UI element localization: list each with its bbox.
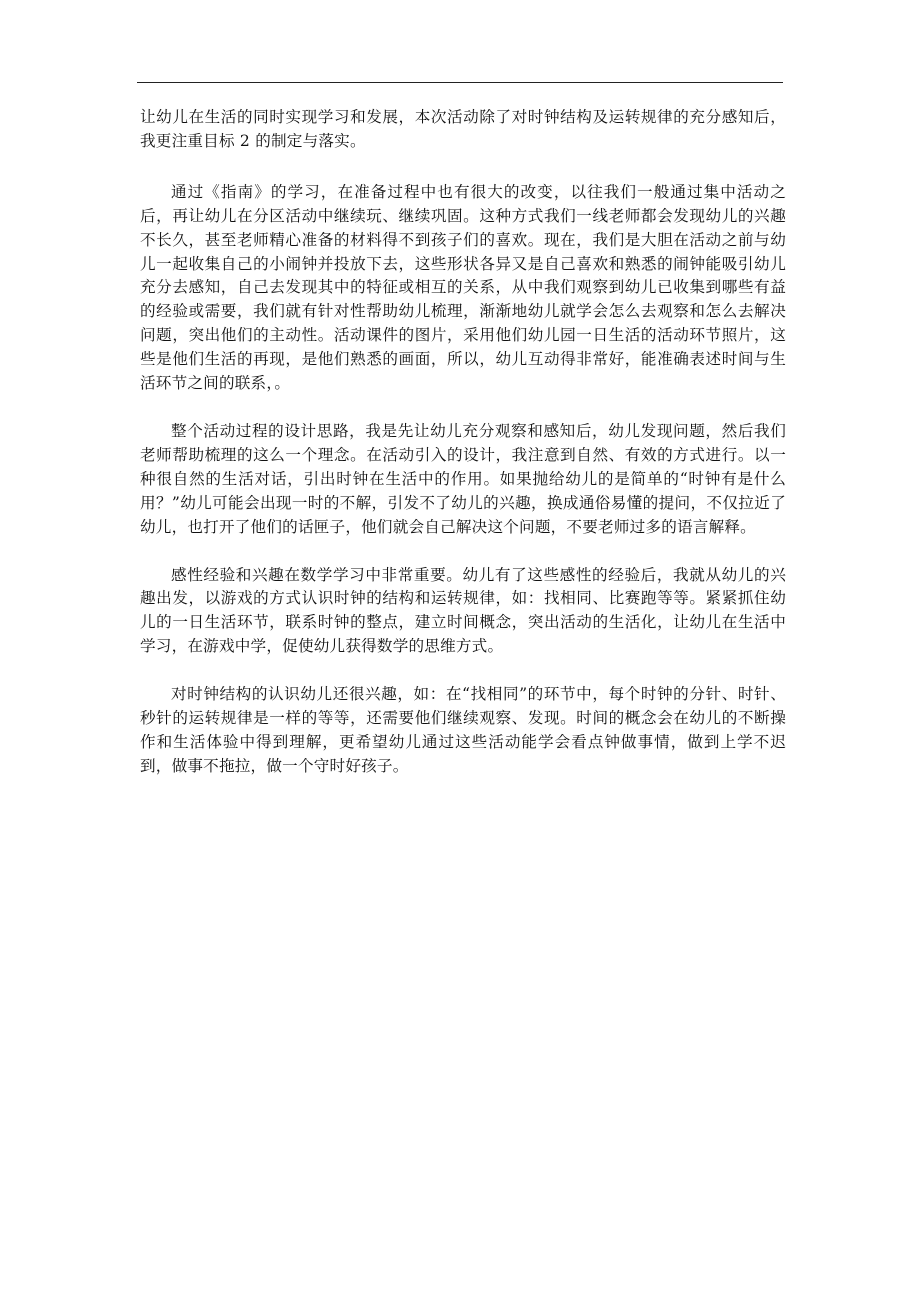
paragraph-1: 让幼儿在生活的同时实现学习和发展，本次活动除了对时钟结构及运转规律的充分感知后，我更注重目标 2 的制定与落实。	[140, 108, 786, 150]
paragraph-4: 感性经验和兴趣在数学学习中非常重要。幼儿有了这些感性的经验后，我就从幼儿的兴趣出发，以游戏的方式认识时钟的结构和运转规律，如：找相同、比赛跑等等。紧紧抓住幼儿的一日生活环节，联系时钟的整点，建立时间概念，突出活动的生活化，让幼儿在生活中学习，在游戏中学，促使幼儿获得数学的思维方式。	[140, 565, 786, 656]
header-rule	[137, 82, 783, 83]
paragraph-3: 整个活动过程的设计思路，我是先让幼儿充分观察和感知后，幼儿发现问题，然后我们老师帮助梳理的这么一个理念。在活动引入的设计，我注意到自然、有效的方式进行。以一种很自然的生活对话，引出时钟在生活中的作用。如果抛给幼儿的是简单的“时钟有是什么用？”幼儿可能会出现一时的不解，引发不了幼儿的兴趣，换成通俗易懂的提问，不仅拉近了幼儿，也打开了他们的话匣子，他们就会自己解决这个问题，不要老师过多的语言解释。	[140, 421, 786, 536]
paragraph-2: 通过《指南》的学习，在准备过程中也有很大的改变，以往我们一般通过集中活动之后，再让幼儿在分区活动中继续玩、继续巩固。这种方式我们一线老师都会发现幼儿的兴趣不长久，甚至老师精心准备的材料得不到孩子们的喜欢。现在，我们是大胆在活动之前与幼儿一起收集自己的小闹钟并投放下去，这些形状各异又是自己喜欢和熟悉的闹钟能吸引幼儿充分去感知，自己去发现其中的特征或相互的关系，从中我们观察到幼儿已收集到哪些有益的经验或需要，我们就有针对性帮助幼儿梳理，渐渐地幼儿就学会怎么去观察和怎么去解决问题，突出他们的主动性。活动课件的图片，采用他们幼儿园一日生活的活动环节照片，这些是他们生活的再现，是他们熟悉的画面，所以，幼儿互动得非常好，能准确表述时间与生活环节之间的联系，。	[140, 182, 786, 393]
paragraph-5: 对时钟结构的认识幼儿还很兴趣，如：在“找相同”的环节中，每个时钟的分针、时针、秒针的运转规律是一样的等等，还需要他们继续观察、发现。时间的概念会在幼儿的不断操作和生活体验中得到理解，更希望幼儿通过这些活动能学会看点钟做事情，做到上学不迟到，做事不拖拉，做一个守时好孩子。	[140, 685, 786, 775]
document-body	[140, 106, 786, 803]
